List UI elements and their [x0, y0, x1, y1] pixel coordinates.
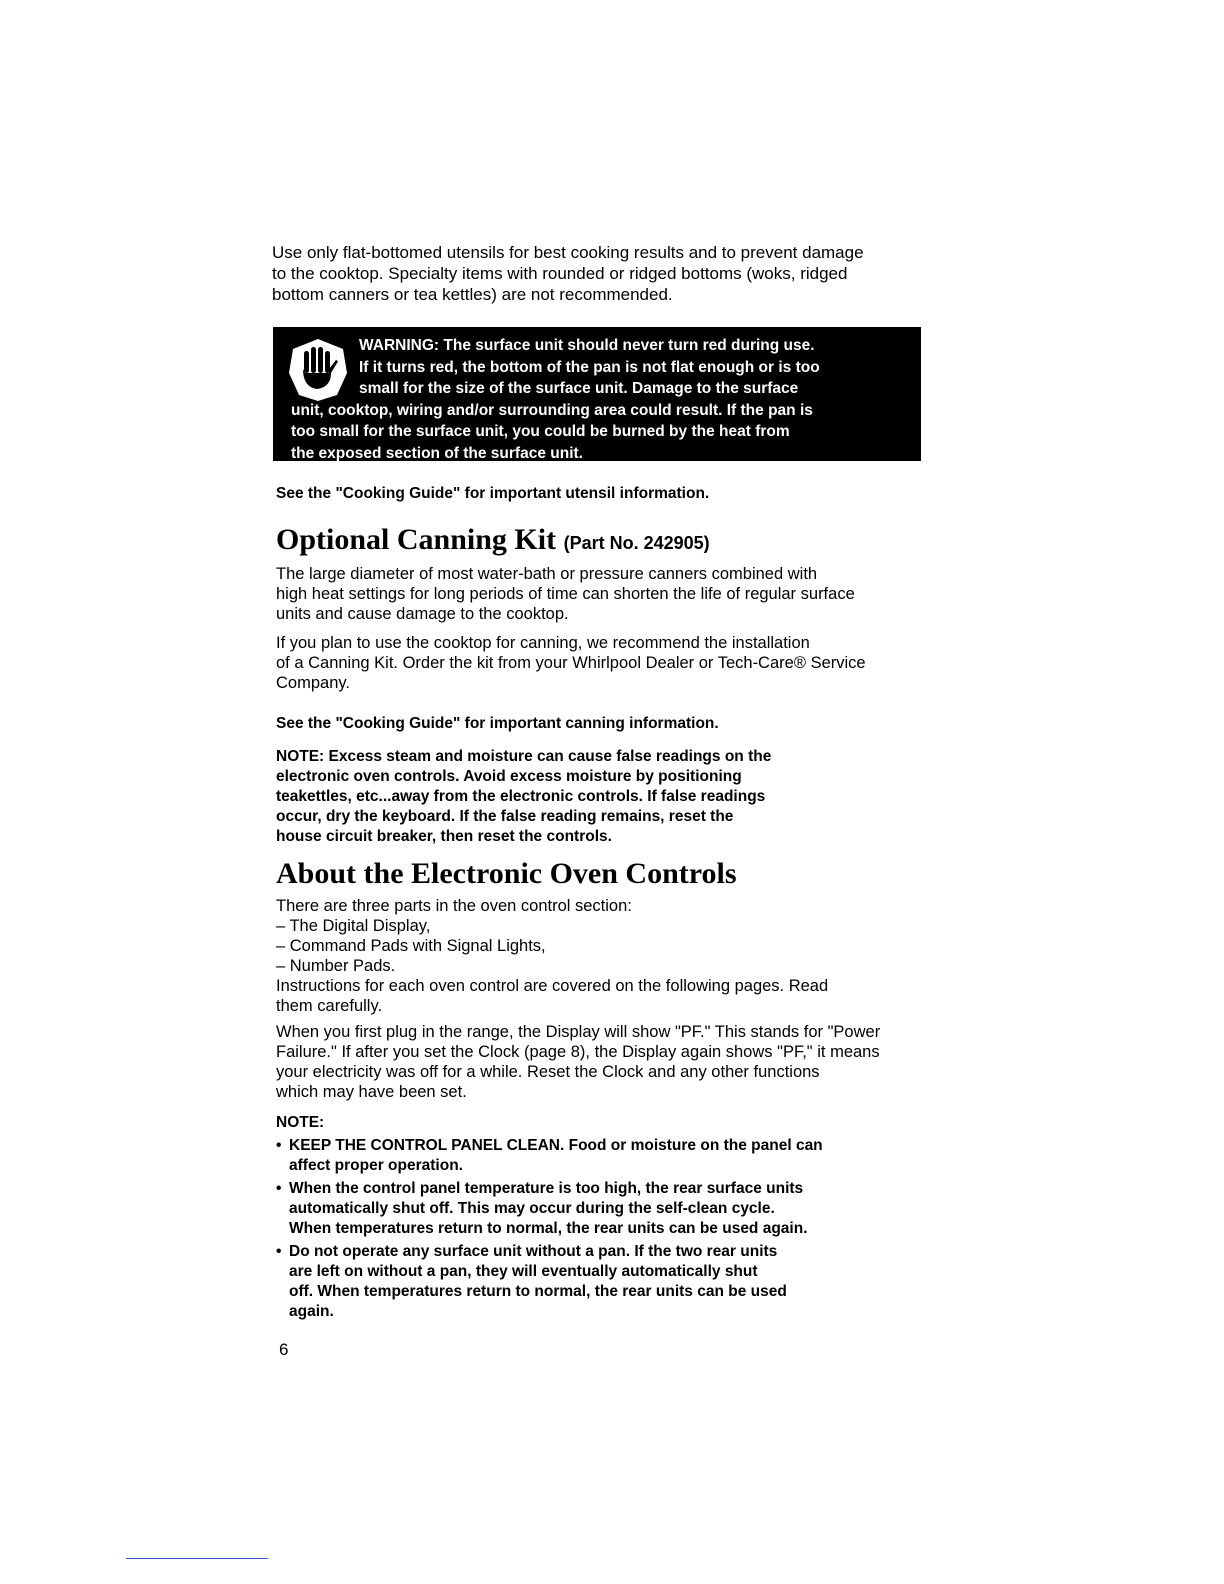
controls-intro-block: [276, 896, 942, 1016]
list-item: [276, 1179, 916, 1239]
text-line: When you first plug in the range, the Display will show "PF." This stands for "Power: [276, 1023, 881, 1041]
utensil-intro-paragraph: [272, 242, 940, 305]
warning-text: [291, 335, 903, 464]
text-line: units and cause damage to the cooktop.: [276, 605, 569, 623]
list-item: [276, 1242, 916, 1322]
text-line: Company.: [276, 674, 350, 692]
text-line: of a Canning Kit. Order the kit from your Whirlpool Dealer or Tech-Care® Service: [276, 654, 866, 672]
controls-intro: There are three parts in the oven control section:: [276, 897, 632, 915]
see-cooking-guide-canning: See the "Cooking Guide" for important canning information.: [276, 715, 719, 732]
text-line: which may have been set.: [276, 1083, 467, 1101]
text-line: affect proper operation.: [289, 1157, 463, 1174]
note-line: electronic oven controls. Avoid excess moisture by positioning: [276, 768, 742, 785]
intro-line: Use only flat-bottomed utensils for best cooking results and to prevent damage: [272, 243, 864, 262]
text-line: Do not operate any surface unit without a pan. If the two rear units: [289, 1243, 778, 1260]
page-number: 6: [279, 1340, 289, 1359]
oven-controls-heading: About the Electronic Oven Controls: [276, 857, 737, 890]
canning-kit-heading: [276, 523, 710, 560]
intro-line: to the cooktop. Specialty items with rounded or ridged bottoms (woks, ridged: [272, 264, 848, 283]
control-parts-list: [276, 916, 942, 976]
control-notes-list: [276, 1136, 916, 1325]
list-item: – The Digital Display,: [276, 917, 431, 935]
warning-line: WARNING: The surface unit should never turn red during use.: [359, 337, 815, 354]
text-line: KEEP THE CONTROL PANEL CLEAN. Food or moisture on the panel can: [289, 1137, 823, 1154]
note-line: NOTE: Excess steam and moisture can cause false readings on the: [276, 748, 772, 765]
list-item: [276, 1136, 916, 1176]
warning-line: too small for the surface unit, you could be burned by the heat from: [291, 423, 790, 440]
text-line: The large diameter of most water-bath or pressure canners combined with: [276, 565, 818, 583]
warning-line: unit, cooktop, wiring and/or surrounding area could result. If the pan is: [291, 401, 813, 419]
note-line: occur, dry the keyboard. If the false reading remains, reset the: [276, 808, 734, 825]
text-line: them carefully.: [276, 997, 383, 1015]
footer-divider: [126, 1558, 268, 1559]
warning-line: If it turns red, the bottom of the pan is not flat enough or is too: [359, 358, 820, 376]
text-line: Failure." If after you set the Clock (page 8), the Display again shows "PF," it means: [276, 1043, 880, 1061]
canning-paragraph-2: [276, 633, 942, 693]
warning-line: the exposed section of the surface unit.: [291, 444, 583, 462]
canning-part-number: (Part No. 242905): [563, 533, 710, 553]
canning-paragraph-1: [276, 564, 942, 624]
text-line: high heat settings for long periods of time can shorten the life of regular surface: [276, 585, 855, 603]
text-line: If you plan to use the cooktop for canning, we recommend the installation: [276, 634, 810, 652]
list-item: – Command Pads with Signal Lights,: [276, 937, 546, 955]
note-label: NOTE:: [276, 1114, 325, 1131]
note-line: teakettles, etc...away from the electronic controls. If false readings: [276, 788, 766, 805]
text-line: your electricity was off for a while. Reset the Clock and any other functions: [276, 1063, 820, 1081]
canning-kit-title: Optional Canning Kit: [276, 523, 557, 556]
text-line: again.: [289, 1303, 334, 1320]
bullet: •: [276, 1243, 282, 1260]
see-cooking-guide-utensil: See the "Cooking Guide" for important utensil information.: [276, 485, 710, 502]
list-item: – Number Pads.: [276, 957, 396, 975]
power-failure-paragraph: [276, 1022, 942, 1102]
text-line: When the control panel temperature is too high, the rear surface units: [289, 1180, 804, 1197]
text-line: off. When temperatures return to normal, the rear units can be used: [289, 1283, 787, 1300]
moisture-note: [276, 747, 916, 847]
text-line: automatically shut off. This may occur during the self-clean cycle.: [289, 1200, 775, 1217]
intro-line: bottom canners or tea kettles) are not recommended.: [272, 285, 673, 304]
text-line: Instructions for each oven control are covered on the following pages. Read: [276, 977, 829, 995]
note-line: house circuit breaker, then reset the controls.: [276, 828, 612, 845]
warning-line: small for the size of the surface unit. Damage to the surface: [359, 380, 799, 397]
text-line: When temperatures return to normal, the rear units can be used again.: [289, 1220, 808, 1237]
bullet: •: [276, 1180, 282, 1197]
text-line: are left on without a pan, they will eventually automatically shut: [289, 1263, 758, 1280]
warning-box: [273, 327, 921, 461]
bullet: •: [276, 1137, 282, 1154]
